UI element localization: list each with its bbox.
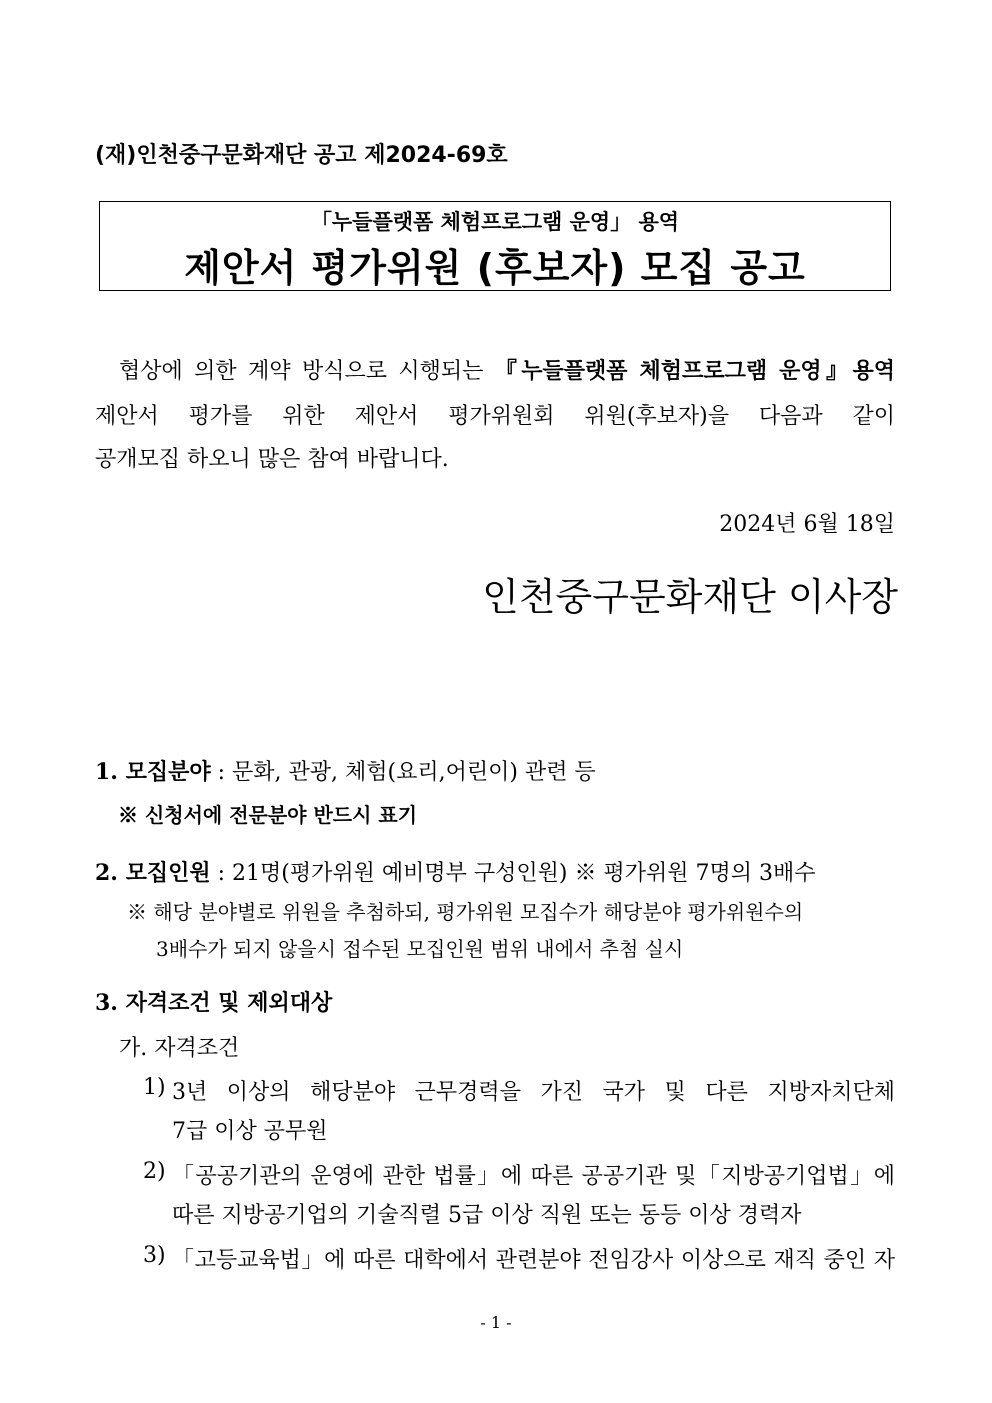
intro-line-3: 공개모집 하오니 많은 참여 바랍니다. <box>95 447 449 472</box>
section-1-value: : 문화, 관광, 체험(요리,어린이) 관련 등 <box>210 760 596 785</box>
section-1-label: 1. 모집분야 <box>95 759 211 785</box>
item-3-number: 3) <box>143 1243 166 1268</box>
item-3-line-1: 「고등교육법」에 따른 대학에서 관련분야 전임강사 이상으로 재직 중인 자 <box>172 1248 895 1273</box>
title-box <box>99 201 891 291</box>
intro-line-1-bold: 『누들플랫폼 체험프로그램 운영』용역 <box>494 358 895 384</box>
section-2 <box>95 856 815 887</box>
item-1-line-2: 7급 이상 공무원 <box>172 1119 328 1144</box>
section-1-note: ※ 신청서에 전문분야 반드시 표기 <box>118 803 418 827</box>
item-2-number: 2) <box>143 1159 166 1184</box>
section-2-note-line-1: ※ 해당 분야별로 위원을 추첨하되, 평가위원 모집수가 해당분야 평가위원수의 <box>127 900 804 924</box>
item-1-number: 1) <box>143 1075 166 1100</box>
signer: 인천중구문화재단 이사장 <box>482 575 898 619</box>
section-1 <box>95 755 596 786</box>
item-2-line-2: 따른 지방공기업의 기술직렬 5급 이상 직원 또는 동등 이상 경력자 <box>172 1203 802 1228</box>
intro-line-1 <box>95 354 895 385</box>
page-number: - 1 - <box>480 1313 512 1332</box>
notice-date: 2024년 6월 18일 <box>719 512 895 537</box>
section-2-note-line-2: 3배수가 되지 않을시 접수된 모집인원 범위 내에서 추첨 실시 <box>156 937 684 961</box>
item-2-line-1: 「공공기관의 운영에 관한 법률」에 따른 공공기관 및「지방공기업법」에 <box>172 1164 895 1189</box>
intro-line-2: 제안서 평가를 위한 제안서 평가위원회 위원(후보자)을 다음과 같이 <box>95 404 895 429</box>
item-1-line-1: 3년 이상의 해당분야 근무경력을 가진 국가 및 다른 지방자치단체 <box>172 1080 895 1105</box>
notice-number: (재)인천중구문화재단 공고 제2024-69호 <box>95 143 508 168</box>
section-2-value: : 21명(평가위원 예비명부 구성인원) ※ 평가위원 7명의 3배수 <box>210 861 816 886</box>
section-2-label: 2. 모집인원 <box>95 860 211 886</box>
section-3-subheading: 가. 자격조건 <box>119 1036 240 1061</box>
section-3-label: 3. 자격조건 및 제외대상 <box>95 990 333 1016</box>
title-main: 제안서 평가위원 (후보자) 모집 공고 <box>184 246 806 290</box>
title-subtitle: 「누들플랫폼 체험프로그램 운영」 용역 <box>310 210 680 234</box>
intro-line-1-text: 협상에 의한 계약 방식으로 시행되는 <box>119 359 484 384</box>
